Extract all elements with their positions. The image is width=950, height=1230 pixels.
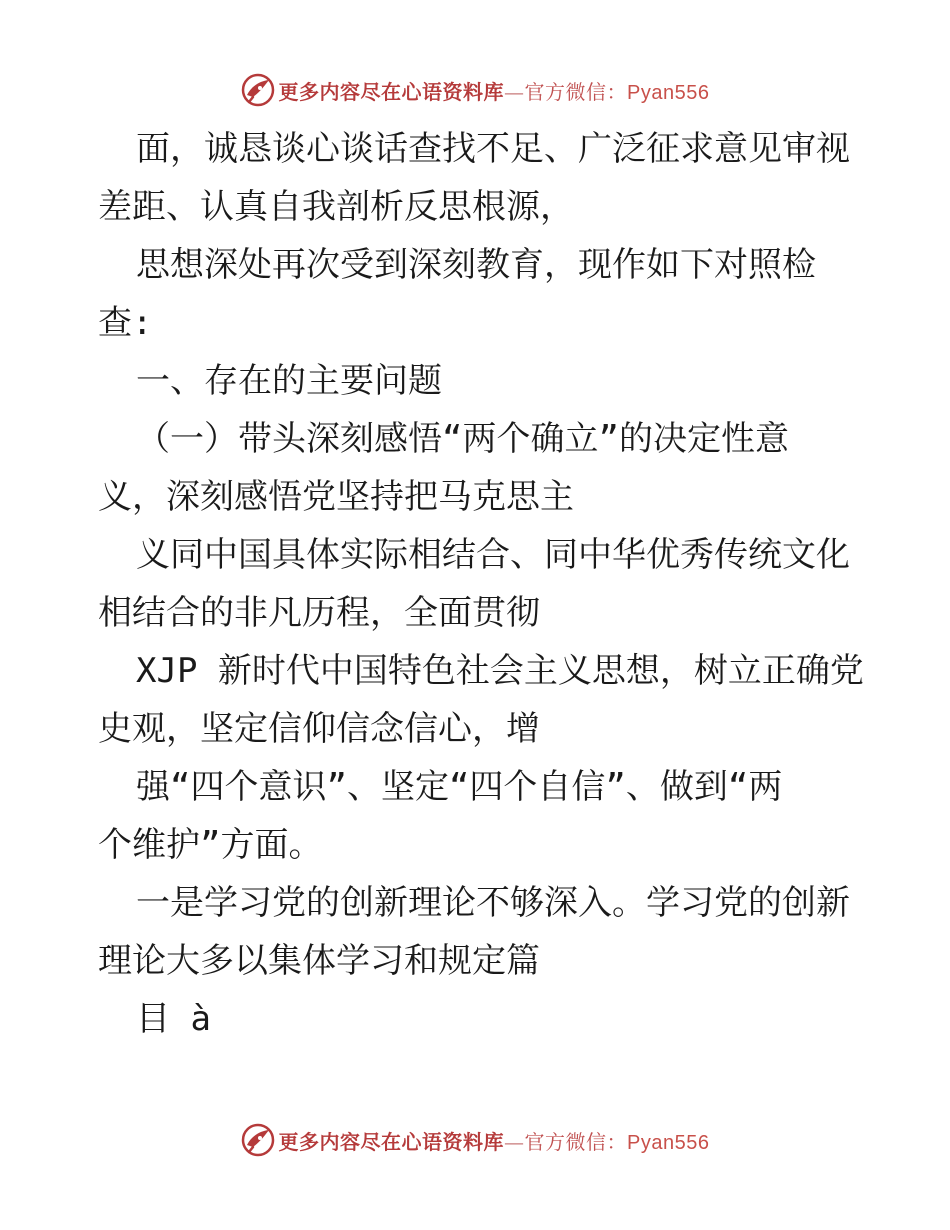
banner-wechat-id: Pyan556: [627, 1131, 710, 1154]
banner-wechat-label: 官方微信：: [524, 79, 628, 104]
banner-main-text: 更多内容尽在心语资料库: [278, 79, 505, 104]
text-line: 义，深刻感悟党坚持把马克思主: [98, 477, 574, 517]
header-watermark-banner: [0, 68, 950, 112]
footer-watermark-banner: [0, 1118, 950, 1162]
text-line: 目 à: [136, 999, 211, 1039]
banner-text: [279, 1126, 710, 1155]
text-line: 一是学习党的创新理论不够深入。学习党的创新: [136, 883, 850, 923]
banner-main-text: 更多内容尽在心语资料库: [278, 1129, 505, 1154]
text-line: 义同中国具体实际相结合、同中华优秀传统文化: [136, 535, 850, 575]
text-line: （一）带头深刻感悟“两个确立”的决定性意: [136, 419, 789, 459]
pen-nib-logo-icon: [241, 1123, 275, 1157]
banner-dash: —: [504, 1129, 525, 1154]
text-line: XJP 新时代中国特色社会主义思想，树立正确党: [136, 651, 864, 691]
document-body: [98, 120, 864, 1048]
text-line: 查:: [98, 303, 153, 343]
text-line: 差距、认真自我剖析反思根源，: [98, 187, 574, 227]
text-line: 理论大多以集体学习和规定篇: [98, 941, 540, 981]
banner-content: [241, 73, 710, 107]
banner-text: [279, 76, 710, 105]
text-line: 相结合的非凡历程，全面贯彻: [98, 593, 540, 633]
text-line: 一、存在的主要问题: [136, 361, 442, 401]
text-line: 思想深处再次受到深刻教育，现作如下对照检: [136, 245, 816, 285]
text-line: 强“四个意识”、坚定“四个自信”、做到“两: [136, 767, 783, 807]
banner-dash: —: [504, 79, 525, 104]
text-line: 面，诚恳谈心谈话查找不足、广泛征求意见审视: [136, 129, 850, 169]
banner-content: [241, 1123, 710, 1157]
banner-wechat-label: 官方微信：: [524, 1129, 628, 1154]
text-line: 个维护”方面。: [98, 825, 323, 865]
banner-wechat-id: Pyan556: [627, 81, 710, 104]
pen-nib-logo-icon: [241, 73, 275, 107]
text-line: 史观，坚定信仰信念信心，增: [98, 709, 540, 749]
